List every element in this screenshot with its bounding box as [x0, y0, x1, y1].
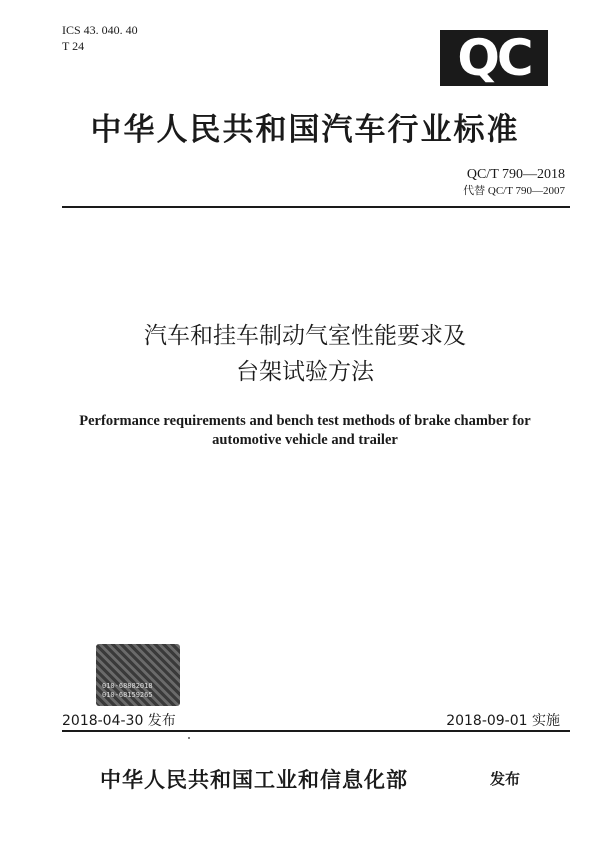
ics-code: ICS 43. 040. 40 [62, 23, 138, 37]
chinese-title [60, 318, 550, 390]
english-title-line-1: Performance requirements and bench test methods of brake chamber for [79, 413, 531, 429]
classification-code: T 24 [62, 39, 85, 53]
qc-logo [440, 30, 548, 86]
speck [188, 737, 190, 739]
chinese-title-line-1: 汽车和挂车制动气室性能要求及 [144, 323, 466, 349]
english-title [60, 412, 550, 450]
ics-code-block [62, 22, 138, 54]
sticker-phone-2: 010-68159265 [102, 691, 153, 699]
top-divider [62, 206, 570, 208]
replaces-standard: 代替 QC/T 790—2007 [463, 185, 565, 197]
qc-logo-text: QC [457, 29, 531, 87]
standard-number: QC/T 790—2018 [466, 167, 565, 182]
sticker-phone-numbers [102, 682, 153, 700]
anti-counterfeit-sticker [96, 644, 180, 706]
chinese-title-line-2: 台架试验方法 [236, 359, 374, 385]
publisher-name: 中华人民共和国工业和信息化部 [100, 767, 408, 792]
standard-number-block [463, 166, 565, 198]
bottom-divider [62, 730, 570, 732]
org-standard-title: 中华人民共和国汽车行业标准 [90, 112, 520, 148]
implementation-date: 2018-09-01 实施 [446, 713, 560, 729]
publish-label: 发布 [490, 770, 521, 788]
english-title-line-2: automotive vehicle and trailer [212, 432, 398, 448]
sticker-phone-1: 010-68882018 [102, 682, 153, 690]
issue-date: 2018-04-30 发布 [62, 713, 176, 729]
